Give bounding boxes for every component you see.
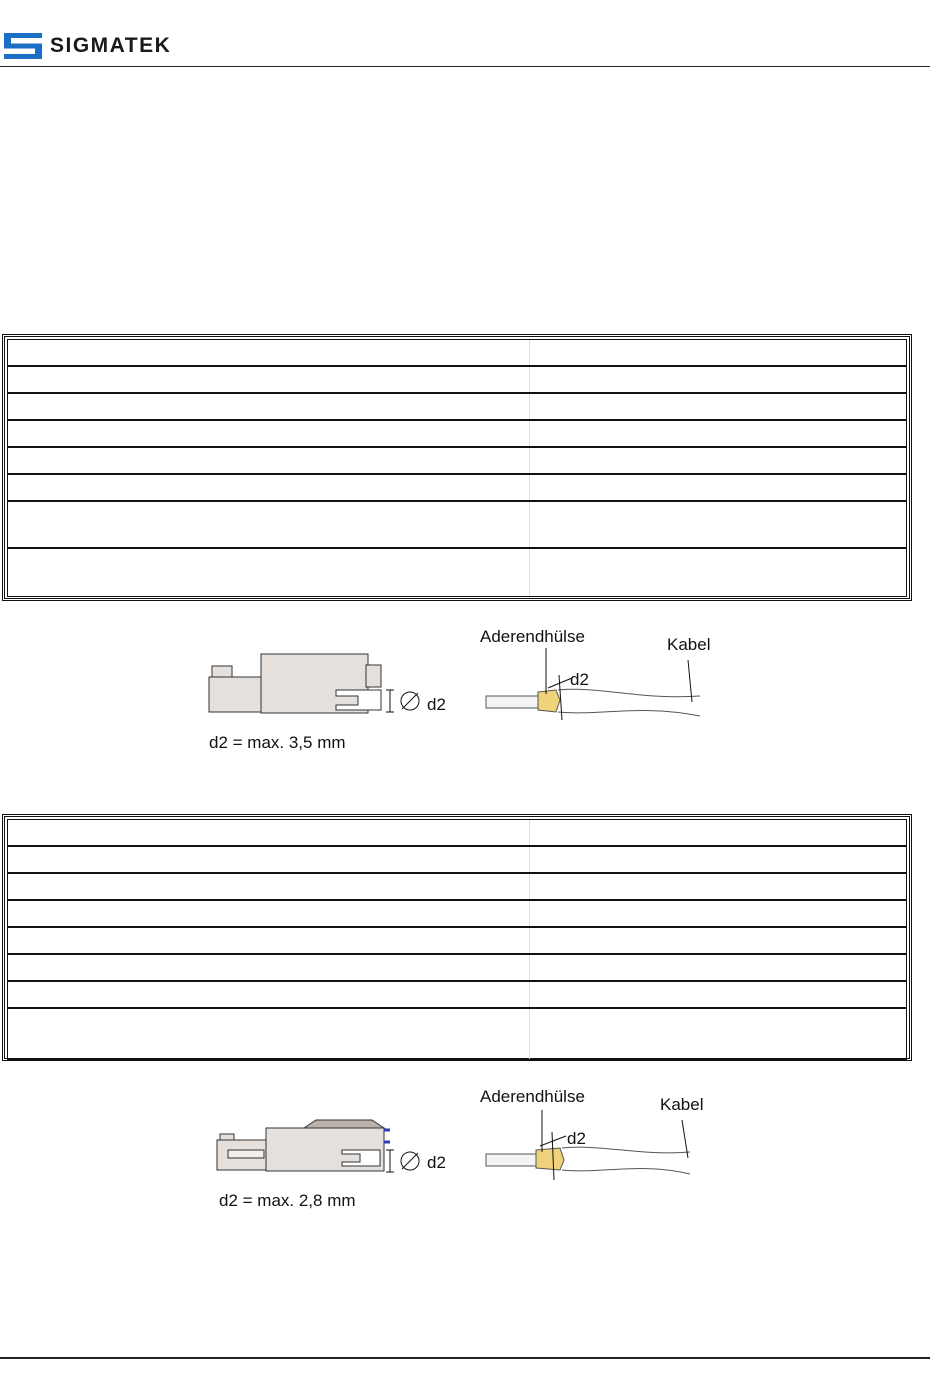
table-row <box>8 901 906 928</box>
dimension-label-plug: d2 <box>427 695 446 714</box>
ferrule-icon <box>486 648 700 720</box>
dimension-label-plug: d2 <box>427 1153 446 1172</box>
figure-plug-ferrule-1 <box>200 620 740 760</box>
footer-rule <box>0 1357 930 1359</box>
dimension-label-ferrule: d2 <box>570 670 589 689</box>
table-row <box>8 1009 906 1059</box>
table-row <box>8 340 906 367</box>
table-row <box>8 874 906 901</box>
table-row <box>8 955 906 982</box>
dimension-label-ferrule: d2 <box>567 1129 586 1148</box>
table-row <box>8 502 906 549</box>
ferrule-icon <box>486 1110 690 1180</box>
table-row <box>8 475 906 502</box>
table-row <box>8 394 906 421</box>
spec-table-2 <box>2 814 912 1061</box>
sigmatek-logo-mark-icon <box>4 33 42 59</box>
ferrule-label: Aderendhülse <box>480 627 585 646</box>
sigmatek-logo <box>4 30 171 62</box>
brand-name: SIGMATEK <box>50 34 172 57</box>
figure-plug-ferrule-2 <box>200 1080 740 1220</box>
figure-caption: d2 = max. 2,8 mm <box>219 1191 356 1210</box>
header-rule <box>0 66 930 67</box>
table-row <box>8 549 906 596</box>
table-row <box>8 421 906 448</box>
ferrule-label: Aderendhülse <box>480 1087 585 1106</box>
table-row <box>8 847 906 874</box>
table-row <box>8 820 906 847</box>
figure-caption: d2 = max. 3,5 mm <box>209 733 346 752</box>
page-header <box>0 0 950 68</box>
table-row <box>8 367 906 394</box>
cable-label: Kabel <box>667 635 711 654</box>
spec-table-1 <box>2 334 912 601</box>
plug-icon <box>209 654 381 713</box>
cable-label: Kabel <box>660 1095 704 1114</box>
plug-icon <box>217 1120 384 1171</box>
table-row <box>8 928 906 955</box>
table-row <box>8 982 906 1009</box>
table-row <box>8 448 906 475</box>
